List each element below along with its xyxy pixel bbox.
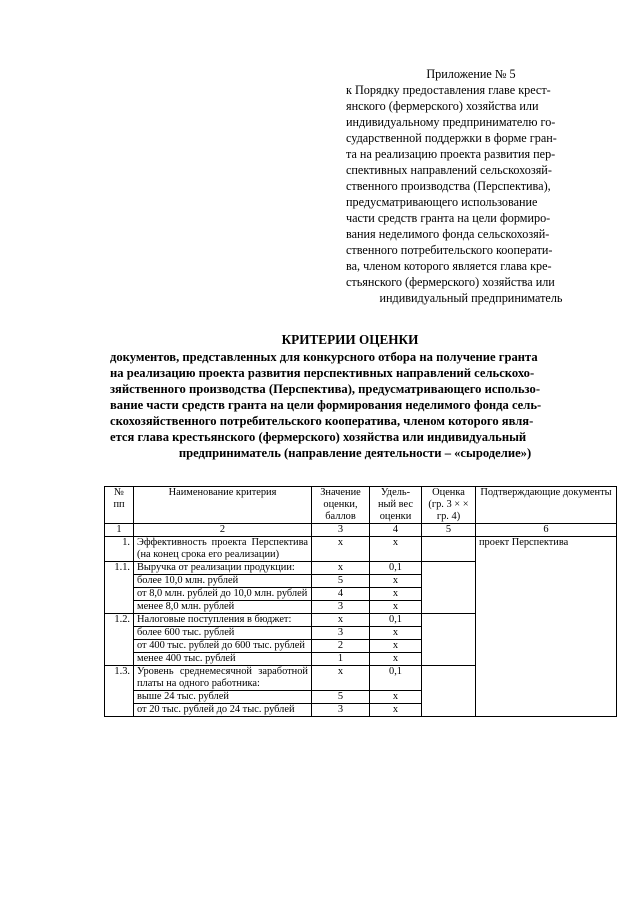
row-name: выше 24 тыс. рублей (134, 691, 312, 704)
annex-line: ственного производства (Перспектива), (346, 179, 551, 193)
row-weight: х (370, 704, 422, 717)
header-weight: Удель-ный вес оценки (370, 487, 422, 524)
annex-line: сударственной поддержки в форме гран- (346, 131, 557, 145)
header-score: Оценка (гр. 3 × × гр. 4) (422, 487, 476, 524)
colnum-cell: 1 (105, 524, 134, 537)
annex-line: ва, членом которого является глава кре- (346, 259, 552, 273)
row-num (105, 653, 134, 666)
annex-line: ственного потребительского кооперати- (346, 243, 553, 257)
row-name: от 20 тыс. рублей до 24 тыс. рублей (134, 704, 312, 717)
row-num: 1.2. (105, 614, 134, 627)
annex-line: та на реализацию проекта развития пер- (346, 147, 556, 161)
row-weight: х (370, 537, 422, 562)
annex-line: индивидуальный предприниматель (379, 291, 563, 305)
colnum-cell: 3 (312, 524, 370, 537)
criteria-title: КРИТЕРИИ ОЦЕНКИ (281, 332, 419, 347)
annex-line: к Порядку предоставления главе крест- (346, 83, 551, 97)
annex-line: предусматривающего использование (346, 195, 538, 209)
criteria-subtitle (110, 349, 600, 461)
annex-body (346, 82, 596, 306)
row-score (422, 537, 476, 562)
header-num: № пп (105, 487, 134, 524)
criteria-line: зяйственного производства (Перспектива), предусматривающего использо- (110, 382, 541, 396)
row-name: Уровень среднемесячной заработной платы на одного работника: (134, 666, 312, 691)
row-num (105, 627, 134, 640)
row-weight: х (370, 691, 422, 704)
row-name: от 400 тыс. рублей до 600 тыс. рублей (134, 640, 312, 653)
header-value: Значение оценки, баллов (312, 487, 370, 524)
annex-line: индивидуальному предпринимателю го- (346, 115, 556, 129)
row-docs: проект Перспектива (476, 537, 617, 717)
header-name: Наименование критерия (134, 487, 312, 524)
row-value: 4 (312, 588, 370, 601)
row-name: более 600 тыс. рублей (134, 627, 312, 640)
row-weight: 0,1 (370, 562, 422, 575)
row-num: 1.1. (105, 562, 134, 575)
row-value: х (312, 537, 370, 562)
row-value: 3 (312, 601, 370, 614)
row-num (105, 691, 134, 704)
colnum-cell: 4 (370, 524, 422, 537)
header-docs: Подтверждающие документы (476, 487, 617, 524)
row-num (105, 704, 134, 717)
colnum-cell: 6 (476, 524, 617, 537)
criteria-line: ется глава крестьянского (фермерского) хозяйства или индивидуальный (110, 430, 527, 444)
criteria-table (104, 486, 617, 717)
row-num (105, 601, 134, 614)
row-weight: 0,1 (370, 666, 422, 691)
criteria-line: документов, представленных для конкурсного отбора на получение гранта (110, 350, 538, 364)
row-name: Выручка от реализации продукции: (134, 562, 312, 575)
row-name: от 8,0 млн. рублей до 10,0 млн. рублей (134, 588, 312, 601)
colnum-cell: 2 (134, 524, 312, 537)
row-value: 3 (312, 627, 370, 640)
row-name: менее 400 тыс. рублей (134, 653, 312, 666)
row-name: менее 8,0 млн. рублей (134, 601, 312, 614)
row-value: 3 (312, 704, 370, 717)
criteria-line: скохозяйственного потребительского кооператива, членом которого явля- (110, 414, 534, 428)
row-weight: 0,1 (370, 614, 422, 627)
row-num: 1. (105, 537, 134, 562)
row-num (105, 588, 134, 601)
annex-title: Приложение № 5 (426, 67, 516, 81)
row-name: Эффективность проекта Перспектива (на конец срока его реализации) (134, 537, 312, 562)
table-header-row (105, 487, 617, 524)
row-name: Налоговые поступления в бюджет: (134, 614, 312, 627)
row-weight: х (370, 640, 422, 653)
row-weight: х (370, 575, 422, 588)
annex-line: спективных направлений сельскохозяй- (346, 163, 552, 177)
row-value: 1 (312, 653, 370, 666)
row-num: 1.3. (105, 666, 134, 691)
row-value: 5 (312, 691, 370, 704)
row-value: 2 (312, 640, 370, 653)
row-weight: х (370, 588, 422, 601)
row-name: более 10,0 млн. рублей (134, 575, 312, 588)
criteria-line: предприниматель (направление деятельности – «сыроделие») (178, 446, 532, 460)
annex-line: янского (фермерского) хозяйства или (346, 99, 539, 113)
row-score (422, 562, 476, 614)
annex-block (346, 66, 596, 306)
row-weight: х (370, 627, 422, 640)
row-value: х (312, 614, 370, 627)
colnum-cell: 5 (422, 524, 476, 537)
annex-line: стьянского (фермерского) хозяйства или (346, 275, 555, 289)
row-score (422, 666, 476, 717)
row-score (422, 614, 476, 666)
annex-line: вания неделимого фонда сельскохозяй- (346, 227, 550, 241)
criteria-line: на реализацию проекта развития перспективных направлений сельскохо- (110, 366, 535, 380)
row-value: 5 (312, 575, 370, 588)
annex-line: части средств гранта на цели формиро- (346, 211, 551, 225)
row-value: х (312, 562, 370, 575)
criteria-line: вание части средств гранта на цели формирования неделимого фонда сель- (110, 398, 542, 412)
row-weight: х (370, 601, 422, 614)
row-weight: х (370, 653, 422, 666)
row-value: х (312, 666, 370, 691)
table-row (105, 537, 617, 562)
table-colnum-row (105, 524, 617, 537)
row-num (105, 575, 134, 588)
row-num (105, 640, 134, 653)
